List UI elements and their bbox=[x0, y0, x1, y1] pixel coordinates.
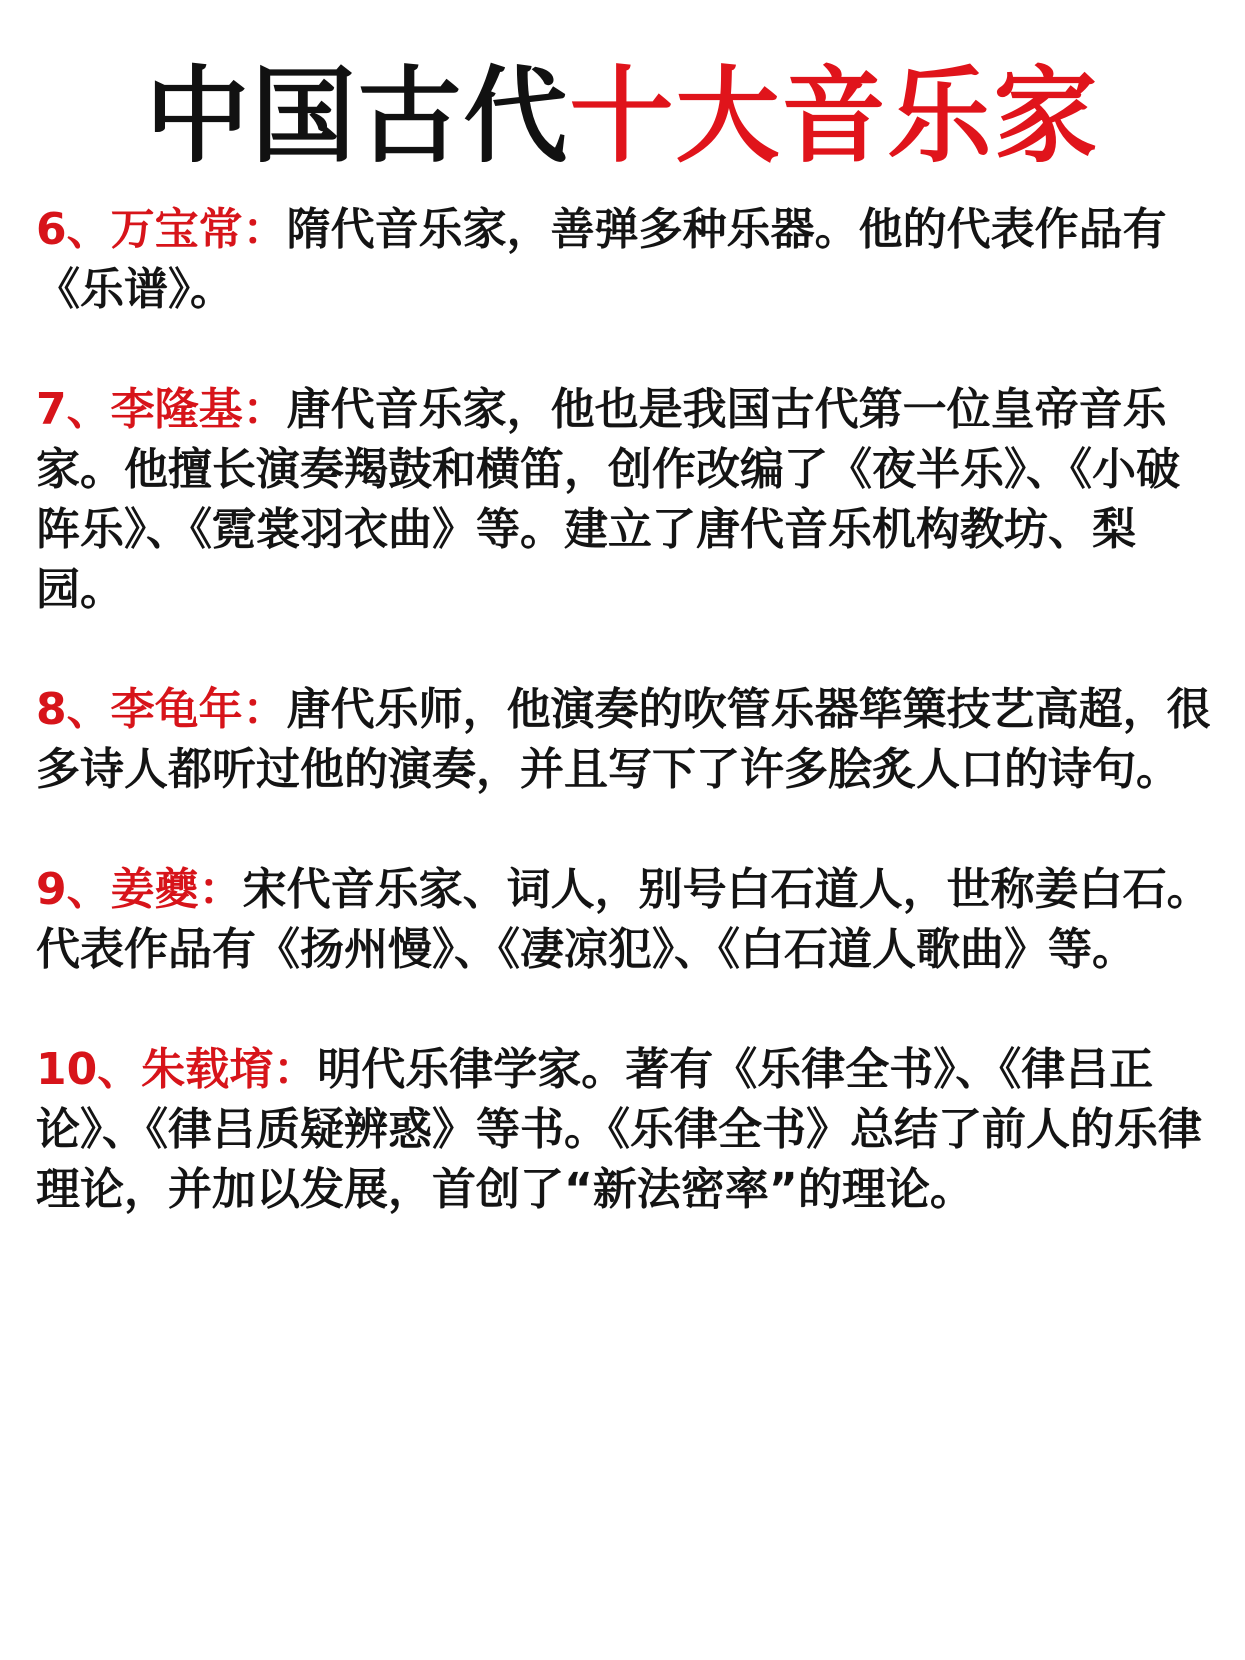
musician-list bbox=[36, 200, 1216, 1220]
musician-description: 隋代音乐家，善弹多种乐器。他的代表作品有《乐谱》。 bbox=[36, 204, 1167, 315]
musician-entry-10 bbox=[36, 1040, 1216, 1220]
musician-entry-6 bbox=[36, 200, 1216, 320]
musician-description: 唐代乐师，他演奏的吹管乐器筚篥技艺高超，很多诗人都听过他的演奏，并且写下了许多脍炙人口的诗句。 bbox=[36, 684, 1211, 795]
musician-description: 宋代音乐家、词人，别号白石道人，世称姜白石。代表作品有《扬州慢》、《凄凉犯》、《白石道人歌曲》等。 bbox=[36, 864, 1211, 975]
musician-entry-9 bbox=[36, 860, 1216, 980]
musician-entry-7 bbox=[36, 380, 1216, 620]
page-title bbox=[0, 48, 1245, 184]
title-red-part: 十大音乐家 bbox=[569, 55, 1100, 177]
musician-name: 6、万宝常： bbox=[36, 204, 287, 255]
musician-name: 8、李龟年： bbox=[36, 684, 287, 735]
musician-name: 7、李隆基： bbox=[36, 384, 287, 435]
musician-description: 明代乐律学家。著有《乐律全书》、《律吕正论》、《律吕质疑辨惑》等书。《乐律全书》总结了前人的乐律理论，并加以发展，首创了“新法密率”的理论。 bbox=[36, 1044, 1202, 1215]
musician-name: 10、朱载堉： bbox=[36, 1044, 318, 1095]
musician-description: 唐代音乐家，他也是我国古代第一位皇帝音乐家。他擅长演奏羯鼓和横笛，创作改编了《夜半乐》、《小破阵乐》、《霓裳羽衣曲》等。建立了唐代音乐机构教坊、梨园。 bbox=[36, 384, 1180, 615]
title-black-part: 中国古代 bbox=[145, 55, 570, 177]
musician-entry-8 bbox=[36, 680, 1216, 800]
musician-name: 9、姜夔： bbox=[36, 864, 243, 915]
